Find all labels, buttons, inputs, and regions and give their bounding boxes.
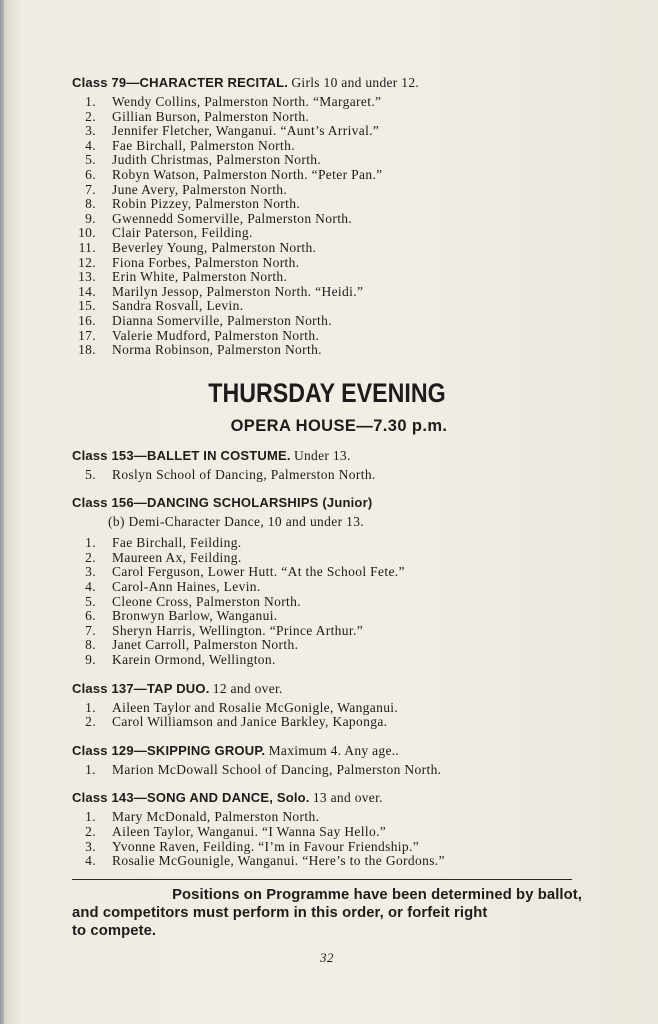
class-143-section bbox=[72, 789, 582, 868]
entry-text: Fae Birchall, Feilding. bbox=[112, 535, 242, 551]
entry-row bbox=[72, 624, 582, 639]
class-153-heading bbox=[72, 447, 582, 465]
entry-text: Aileen Taylor, Wanganui. “I Wanna Say Hello.” bbox=[112, 824, 387, 839]
class-143-detail: 13 and over. bbox=[312, 790, 383, 806]
entry-text: Robin Pizzey, Palmerston North. bbox=[112, 196, 301, 212]
session-venue: OPERA HOUSE—7.30 p.m. bbox=[230, 416, 448, 435]
class-137-section bbox=[72, 680, 582, 730]
class-129-title: Class 129—SKIPPING GROUP. bbox=[72, 742, 266, 758]
class-143-entries bbox=[72, 810, 582, 868]
entry-row bbox=[72, 226, 582, 241]
class-137-heading bbox=[72, 680, 582, 698]
page-binding-edge bbox=[0, 0, 4, 1024]
entry-row bbox=[72, 212, 582, 227]
entry-number: 13. bbox=[78, 269, 96, 285]
class-153-section bbox=[72, 447, 582, 483]
entry-number: 11. bbox=[78, 239, 96, 255]
class-129-heading bbox=[72, 742, 582, 760]
entry-number: 4. bbox=[85, 579, 96, 595]
entry-number: 2. bbox=[85, 549, 96, 565]
notice-line-3: to compete. bbox=[72, 922, 157, 939]
entry-number: 6. bbox=[85, 608, 96, 624]
class-137-detail: 12 and over. bbox=[212, 680, 283, 696]
entry-row bbox=[72, 595, 582, 610]
entry-text: Gillian Burson, Palmerston North. bbox=[112, 108, 310, 124]
entry-text: Erin White, Palmerston North. bbox=[112, 269, 288, 285]
entry-text: Yvonne Raven, Feilding. “I’m in Favour Friendship.” bbox=[112, 838, 420, 854]
entry-text: Marion McDowall School of Dancing, Palmerston North. bbox=[112, 761, 442, 777]
entry-row bbox=[72, 256, 582, 271]
entry-row bbox=[72, 653, 582, 668]
entry-row bbox=[72, 715, 582, 730]
page-content bbox=[72, 74, 582, 966]
entry-text: Clair Paterson, Feilding. bbox=[112, 225, 253, 241]
entry-text: Beverley Young, Palmerston North. bbox=[112, 239, 317, 255]
entry-number: 5. bbox=[85, 466, 96, 482]
entry-text: Robyn Watson, Palmerston North. “Peter Pan.” bbox=[112, 166, 383, 182]
entry-row bbox=[72, 840, 582, 855]
class-153-detail: Under 13. bbox=[293, 447, 351, 463]
class-137-entries bbox=[72, 701, 582, 730]
entry-text: Karein Ormond, Wellington. bbox=[112, 652, 276, 668]
entry-number: 2. bbox=[85, 824, 96, 839]
entry-text: Marilyn Jessop, Palmerston North. “Heidi.” bbox=[112, 283, 364, 299]
class-79-entries bbox=[72, 95, 582, 358]
entry-text: Janet Carroll, Palmerston North. bbox=[112, 637, 299, 653]
page-number: 32 bbox=[320, 949, 334, 965]
entry-row bbox=[72, 468, 582, 483]
entry-number: 3. bbox=[85, 838, 96, 854]
entry-number: 7. bbox=[85, 622, 96, 638]
entry-row bbox=[72, 701, 582, 716]
entry-number: 8. bbox=[85, 196, 96, 212]
entry-number: 1. bbox=[85, 809, 96, 825]
ballot-notice bbox=[72, 886, 582, 940]
class-129-entries bbox=[72, 763, 582, 778]
entry-row bbox=[72, 810, 582, 825]
class-156-section bbox=[72, 494, 582, 667]
entry-row bbox=[72, 168, 582, 183]
entry-number: 7. bbox=[85, 181, 96, 197]
entry-row bbox=[72, 139, 582, 154]
class-156-title: Class 156—DANCING SCHOLARSHIPS (Junior) bbox=[72, 495, 373, 511]
entry-text: Bronwyn Barlow, Wanganui. bbox=[112, 608, 278, 624]
entry-row bbox=[72, 854, 582, 869]
entry-row bbox=[72, 314, 582, 329]
entry-number: 2. bbox=[85, 714, 96, 730]
entry-text: Norma Robinson, Palmerston North. bbox=[112, 342, 322, 358]
notice-divider bbox=[72, 879, 572, 880]
entry-number: 2. bbox=[85, 108, 96, 124]
entry-row bbox=[72, 95, 582, 110]
entry-row bbox=[72, 763, 582, 778]
class-79-section bbox=[72, 74, 582, 358]
class-79-heading bbox=[72, 74, 582, 92]
entry-row bbox=[72, 153, 582, 168]
class-129-section bbox=[72, 742, 582, 778]
entry-row bbox=[72, 197, 582, 212]
entry-text: Carol Williamson and Janice Barkley, Kaponga. bbox=[112, 714, 388, 730]
entry-text: June Avery, Palmerston North. bbox=[112, 181, 288, 197]
entry-text: Jennifer Fletcher, Wanganui. “Aunt’s Arrival.” bbox=[112, 123, 380, 139]
entry-number: 3. bbox=[85, 564, 96, 580]
entry-number: 4. bbox=[85, 137, 96, 153]
entry-row bbox=[72, 536, 582, 551]
class-143-heading bbox=[72, 789, 582, 807]
class-153-entries bbox=[72, 468, 582, 483]
notice-line-1: Positions on Programme have been determined by ballot, bbox=[172, 886, 582, 903]
entry-row bbox=[72, 124, 582, 139]
entry-number: 18. bbox=[78, 342, 96, 358]
entry-number: 3. bbox=[85, 123, 96, 139]
entry-text: Mary McDonald, Palmerston North. bbox=[112, 809, 320, 825]
entry-number: 6. bbox=[85, 166, 96, 182]
session-title: THURSDAY EVENING bbox=[208, 377, 446, 408]
entry-row bbox=[72, 580, 582, 595]
entry-number: 1. bbox=[85, 535, 96, 551]
class-137-title: Class 137—TAP DUO. bbox=[72, 680, 210, 696]
entry-number: 4. bbox=[85, 853, 96, 869]
entry-text: Fiona Forbes, Palmerston North. bbox=[112, 254, 300, 270]
entry-number: 1. bbox=[85, 94, 96, 109]
entry-number: 9. bbox=[85, 652, 96, 668]
entry-row bbox=[72, 270, 582, 285]
entry-row bbox=[72, 825, 582, 840]
entry-number: 5. bbox=[85, 152, 96, 168]
entry-text: Aileen Taylor and Rosalie McGonigle, Wanganui. bbox=[112, 699, 399, 715]
entry-number: 16. bbox=[78, 312, 96, 328]
entry-number: 1. bbox=[85, 761, 96, 777]
class-79-detail: Girls 10 and under 12. bbox=[291, 75, 420, 90]
entry-row bbox=[72, 241, 582, 256]
entry-row bbox=[72, 183, 582, 198]
entry-row bbox=[72, 609, 582, 624]
notice-line-2: and competitors must perform in this order, or forfeit right bbox=[72, 904, 488, 921]
class-156-entries bbox=[72, 536, 582, 667]
entry-number: 12. bbox=[78, 254, 96, 270]
entry-text: Valerie Mudford, Palmerston North. bbox=[112, 327, 320, 343]
entry-number: 5. bbox=[85, 593, 96, 609]
entry-text: Gwennedd Somerville, Palmerston North. bbox=[112, 210, 353, 226]
entry-number: 17. bbox=[78, 327, 96, 343]
class-156-subnote: (b) Demi-Character Dance, 10 and under 13. bbox=[108, 514, 365, 530]
entry-number: 10. bbox=[78, 225, 96, 241]
entry-number: 8. bbox=[85, 637, 96, 653]
class-153-title: Class 153—BALLET IN COSTUME. bbox=[72, 447, 291, 463]
class-156-heading bbox=[72, 494, 582, 512]
entry-text: Fae Birchall, Palmerston North. bbox=[112, 137, 295, 153]
entry-number: 1. bbox=[85, 699, 96, 715]
entry-text: Rosalie McGounigle, Wanganui. “Here’s to the Gordons.” bbox=[112, 853, 445, 869]
entry-text: Judith Christmas, Palmerston North. bbox=[112, 152, 322, 168]
entry-text: Maureen Ax, Feilding. bbox=[112, 549, 242, 565]
entry-text: Roslyn School of Dancing, Palmerston North. bbox=[112, 466, 376, 482]
entry-row bbox=[72, 329, 582, 344]
entry-row bbox=[72, 110, 582, 125]
class-143-title: Class 143—SONG AND DANCE, Solo. bbox=[72, 790, 310, 806]
entry-text: Dianna Somerville, Palmerston North. bbox=[112, 312, 332, 328]
entry-number: 9. bbox=[85, 210, 96, 226]
entry-number: 14. bbox=[78, 283, 96, 299]
entry-row bbox=[72, 343, 582, 358]
entry-text: Carol Ferguson, Lower Hutt. “At the School Fete.” bbox=[112, 564, 405, 580]
entry-text: Wendy Collins, Palmerston North. “Margaret.” bbox=[112, 94, 382, 109]
entry-row bbox=[72, 551, 582, 566]
entry-number: 15. bbox=[78, 298, 96, 314]
entry-text: Carol-Ann Haines, Levin. bbox=[112, 579, 261, 595]
entry-text: Cleone Cross, Palmerston North. bbox=[112, 593, 301, 609]
entry-row bbox=[72, 565, 582, 580]
entry-row bbox=[72, 285, 582, 300]
class-79-title: Class 79—CHARACTER RECITAL. bbox=[72, 75, 289, 90]
entry-row bbox=[72, 299, 582, 314]
entry-text: Sandra Rosvall, Levin. bbox=[112, 298, 244, 314]
entry-row bbox=[72, 638, 582, 653]
class-129-detail: Maximum 4. Any age.. bbox=[268, 742, 400, 758]
entry-text: Sheryn Harris, Wellington. “Prince Arthur.” bbox=[112, 622, 364, 638]
